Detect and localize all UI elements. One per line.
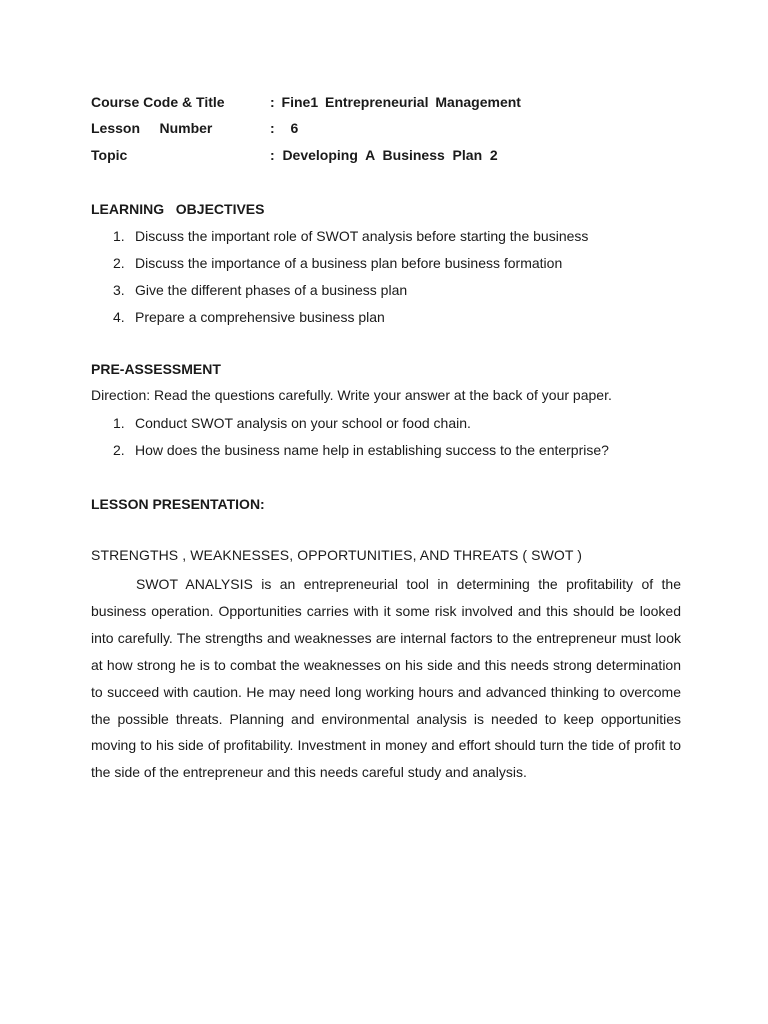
list-text: Prepare a comprehensive business plan — [135, 309, 385, 325]
course-value: : Fine1 Entrepreneurial Management — [270, 94, 521, 110]
list-number: 3. — [113, 282, 125, 298]
lesson-label: Lesson Number — [91, 120, 213, 136]
list-number: 2. — [113, 442, 125, 458]
learning-objectives-heading: LEARNING OBJECTIVES — [91, 201, 265, 217]
list-text: Discuss the importance of a business plan before business formation — [135, 255, 563, 271]
pre-assessment-heading: PRE-ASSESSMENT — [91, 361, 221, 377]
list-text: Discuss the important role of SWOT analysis before starting the business — [135, 228, 589, 244]
list-number: 4. — [113, 309, 125, 325]
list-number: 2. — [113, 255, 125, 271]
swot-paragraph: SWOT ANALYSIS is an entrepreneurial tool in determining the profitability of the business operation. Opportunities carries with it some risk involved and this should be looked into carefully. The strengths and weaknesses are internal factors to the entrepreneur must look at how strong he is to combat the weaknesses on his side and this needs strong determination to succeed with caution. He may need long working hours and advanced thinking to overcome the possible threats. Planning and environmental analysis is needed to keep opportunities moving to his side of profitability. Investment in money and effort should turn the tide of profit to the side of the entrepreneur and this needs careful study and analysis. — [91, 576, 681, 781]
topic-label: Topic — [91, 147, 128, 163]
direction-text: Direction: Read the questions carefully. Write your answer at the back of your paper. — [91, 387, 612, 403]
list-text: Conduct SWOT analysis on your school or food chain. — [135, 415, 471, 431]
list-text: Give the different phases of a business plan — [135, 282, 408, 298]
topic-value: : Developing A Business Plan 2 — [270, 147, 498, 163]
swot-title: STRENGTHS , WEAKNESSES, OPPORTUNITIES, AND THREATS ( SWOT ) — [91, 547, 583, 563]
lesson-presentation-heading: LESSON PRESENTATION: — [91, 496, 265, 512]
list-number: 1. — [113, 415, 125, 431]
lesson-value: : 6 — [270, 120, 299, 136]
list-number: 1. — [113, 228, 125, 244]
list-text: How does the business name help in establishing success to the enterprise? — [135, 442, 609, 458]
course-label: Course Code & Title — [91, 94, 225, 110]
